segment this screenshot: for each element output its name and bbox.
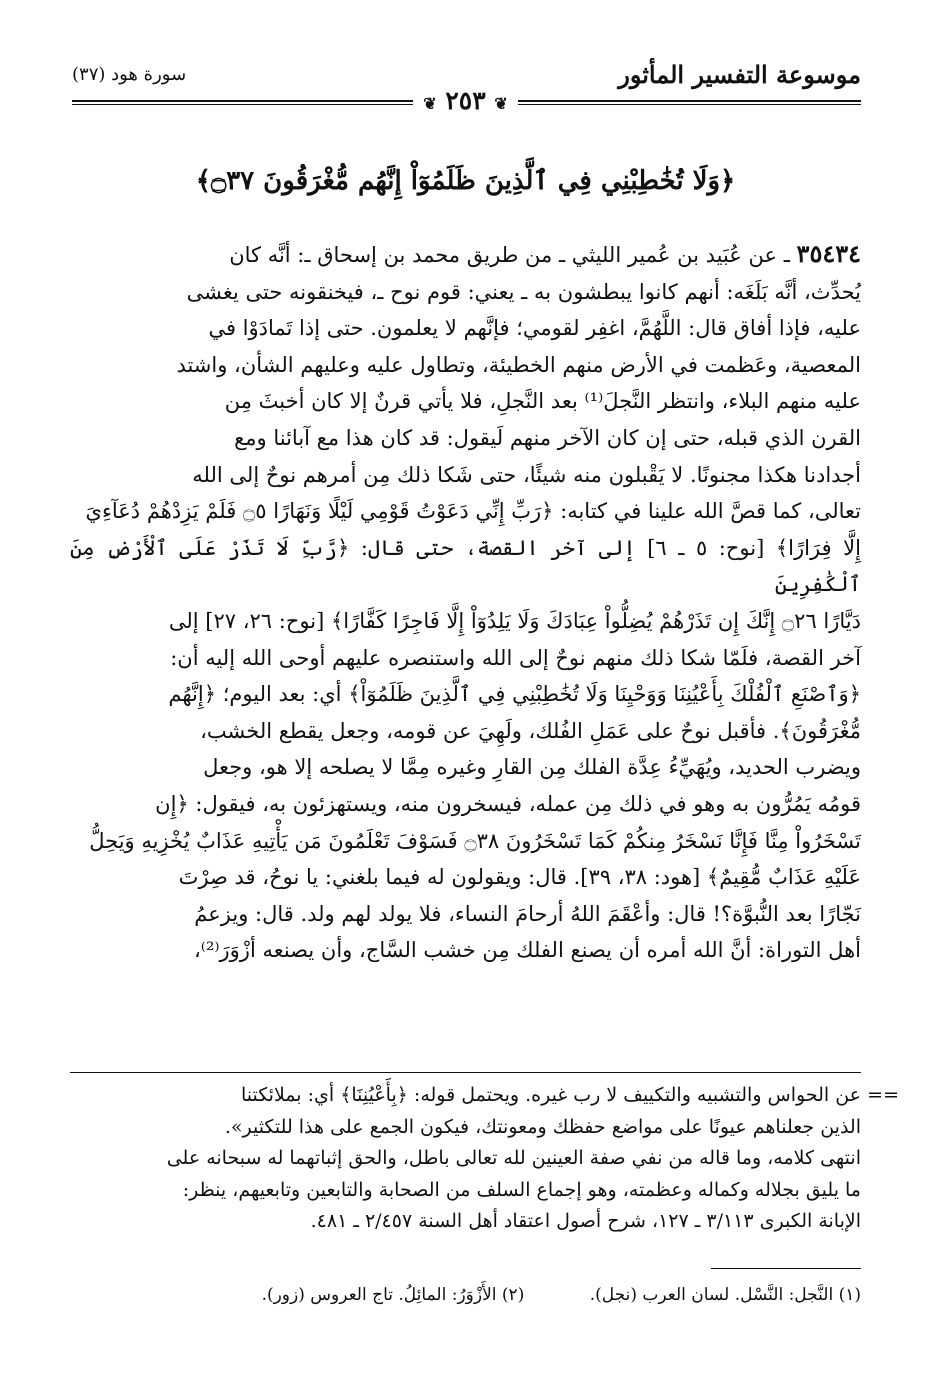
main-text [70, 236, 861, 969]
continuation-mark: == [867, 1084, 899, 1106]
footnote-line: الإبانة الكبرى ٣/١١٣ ـ ١٢٧، شرح أصول اعتقاد أهل السنة ٢/٤٥٧ ـ ٤٨١. [310, 1210, 861, 1232]
footnote-1: (١) النَّجل: النَّسْل. لسان العرب (نجل). [589, 1285, 861, 1305]
text-line: إِلَّا فِرَارًا﴾ [نوح: ٥ ـ ٦] إلى آخر القصة، حتى قال: ﴿رَّبِّ لَا تَذَرْ عَلَى ٱلْأَرْضِ مِنَ ٱلْكَٰفِرِينَ [70, 535, 861, 597]
book-title: موسوعة التفسير المأثور [618, 60, 861, 89]
footnote-line: انتهى كلامه، وما قاله من نفي صفة العينين لله تعالى باطل، والحق إثباتهما له سبحانه على [166, 1147, 861, 1169]
text-line: دَيَّارًا ۝٢٦ إِنَّكَ إِن تَذَرْهُمْ يُضِلُّواْ عِبَادَكَ وَلَا يَلِدُوٓاْ إِلَّا فَاجِرًا كَفَّارًا﴾ [نوح: ٢٦، ٢٧] إلى [168, 608, 861, 633]
text-line: المعصية، وعَظمت في الأرض منهم الخطيئة، وتطاول عليه وعليهم الشأن، واشتد [176, 352, 861, 377]
text-line: أهل التوراة: أنَّ الله أمره أن يصنع الفلك مِن خشب السَّاج، وأن يصنعه أزْوَرَ⁽²⁾، [194, 938, 861, 963]
footnote-line: ما يليق بجلاله وكماله وعظمته، وهو إجماع السلف من الصحابة والتابعين وتابعيهم، ينظر: [182, 1178, 861, 1201]
footnote-line: الذين جعلناهم عيونًا على مواضع حفظك ومعونتك، فيكون الجمع على هذا للتكثير». [224, 1115, 861, 1138]
text-line: عليه، فإذا أفاق قال: اللَّهُمَّ، اغفِر لقومي؛ فإنَّهم لا يعلمون. حتى إذا تَمادَوْا في [208, 316, 861, 341]
surah-label: سورة هود (٣٧) [72, 64, 187, 85]
text-line: يُحدِّث، أنَّه بَلَغَه: أنهم كانوا يبطشون به ـ يعني: قوم نوح ـ، فيخنقونه حتى يغشى [186, 279, 861, 304]
page-number: ٢٥٣ [445, 86, 486, 115]
text-line: عَلَيْهِ عَذَابٌ مُّقِيمٌ﴾ [هود: ٣٨، ٣٩]. قال: ويقولون له فيما بلغني: يا نوحُ، قد صِرْتَ [178, 865, 861, 890]
text-line: مُّغْرَقُونَ﴾. فأقبل نوحٌ على عَمَلِ الفُلك، ولَهِيَ عن قومه، وجعل يقطع الخشب، [200, 718, 861, 743]
footnote-line: عن الحواس والتشبيه والتكييف لا رب غيره. ويحتمل قوله: ﴿بِأَعْيُنِنَا﴾ أي: بملائكتنا [240, 1084, 861, 1106]
verse-heading: ﴿وَلَا تُخَٰطِبْنِي فِي ٱلَّذِينَ ظَلَمُوٓاْ إِنَّهُم مُّغْرَقُونَ ۝٣٧﴾ [195, 166, 736, 196]
text-line [70, 236, 861, 274]
footnote-2: (٢) الأَزْوَرُ: المائِلُ. تاج العروس (زور). [261, 1285, 525, 1305]
text-line: نَجّارًا بعد النُّبوَّة؟! قال: وأعْقَمَ اللهُ أرحامَ النساء، فلا يولد لهم ولد. قال: ويزعمُ [194, 901, 861, 926]
page-number-block [0, 86, 931, 115]
ornament-icon: ❦ [494, 94, 508, 113]
text-line: تَسْخَرُواْ مِنَّا فَإِنَّا نَسْخَرُ مِنكُمْ كَمَا تَسْخَرُونَ ۝٣٨ فَسَوْفَ تَعْلَمُونَ مَن يَأْتِيهِ عَذَابٌ يُخْزِيهِ وَيَحِلُّ [89, 828, 861, 853]
text-line: أجدادنا هكذا مجنونًا. لا يَقْبلون منه شيئًا، حتى شَكا ذلك مِن أمرهم نوحٌ إلى الله [192, 462, 861, 487]
text-line: آخر القصة، فلَمّا شكا ذلك منهم نوحٌ إلى الله واستنصره عليهم أوحى الله إليه أن: [170, 645, 861, 670]
footnote-divider [711, 1268, 861, 1269]
text-line: قومُه يَمُرُّون به وهو في ذلك مِن عمله، فيسخرون منه، ويستهزئون به، فيقول: ﴿إِن [155, 791, 861, 816]
text-line: عليه منهم البلاء، وانتظر النَّجلَ⁽¹⁾ بعد النَّجلِ، فلا يأتي قرنٌ إلا كان أخبثَ مِن [224, 389, 861, 414]
section-divider [70, 1072, 861, 1073]
ornament-icon: ❦ [423, 94, 437, 113]
footnote-continuation [70, 1080, 899, 1238]
text-line: ويضرب الحديد، ويُهَيِّءُ عِدَّة الفلك مِن القارِ وغيره مِمَّا لا يصلحه إلا هو، وجعل [203, 755, 861, 780]
footnotes [70, 1285, 861, 1305]
text-line: ﴿وَٱصْنَعِ ٱلْفُلْكَ بِأَعْيُنِنَا وَوَحْيِنَا وَلَا تُخَٰطِبْنِي فِي ٱلَّذِينَ ظَلَمُوٓاْ﴾ أي: بعد اليوم؛ ﴿إِنَّهُم [168, 682, 861, 707]
athar-number: ٣٥٤٣٤ [796, 239, 861, 268]
text-line: تعالى، كما قصَّ الله علينا في كتابه: ﴿رَبِّ إِنِّي دَعَوْتُ قَوْمِي لَيْلًا وَنَهَارًا ۝٥ فَلَمْ يَزِدْهُمْ دُعَآءِيَ [85, 499, 861, 524]
text-line: القرن الذي قبله، حتى إن كان الآخر منهم لَيقول: قد كان هذا مع آبائنا ومع [234, 425, 861, 450]
line-text: ـ عن عُبَيد بن عُمير الليثي ـ من طريق محمد بن إسحاق ـ: أنَّه كان [229, 243, 790, 267]
